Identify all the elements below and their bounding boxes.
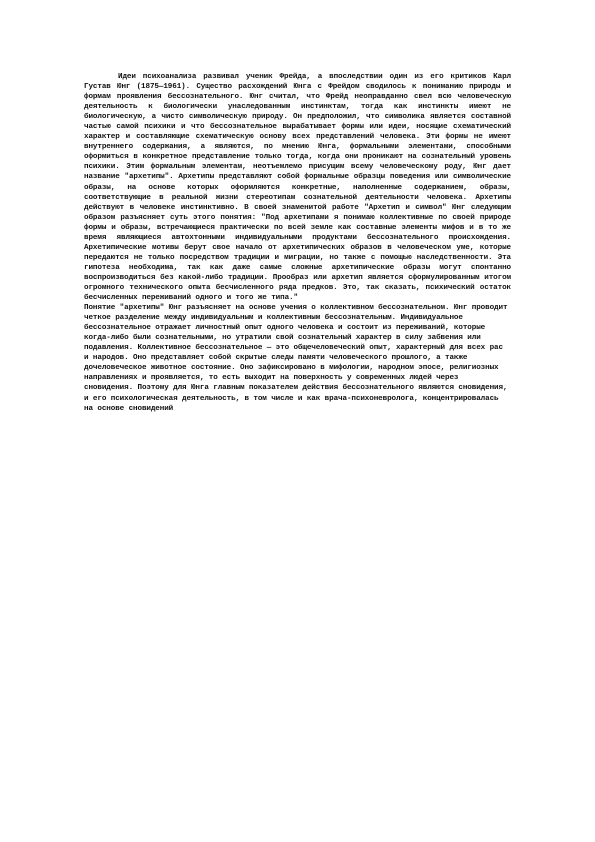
paragraph-jung-archetypes: Идеи психоанализа развивал ученик Фрейда, а впоследствии один из его критиков Карл Густав Юнг (1875—1961). Существо расхождений Юнга с Фрейдом сводилось к пониманию природы и формам проявления бессознательного. Юнг считал, что Фрейд неоправданно свел всю человеческую деятельность к биологически унаследованным инстинктам, тогда как инстинкты имеют не биологическую, а чисто символическую природу. Он предположил, что символика является составной частью самой психики и что бессознательное вырабатывает формы или идеи, носящие схематический характер и составляющие схематическую основу всех представлений человека. Эти формы не имеют внутреннего содержания, а являются, по мнению Юнга, формальными элементами, способными оформиться в конкретное представление только тогда, когда они проникают на сознательный уровень психики. Этим формальным элементам, неотъемлемо присущим всему человеческому роду, Юнг дает название "архетипы". Архетипы представляют собой формальные образцы поведения или символические образы, на основе которых оформляются конкретные, наполненные содержанием, образы, соответствующие в реальной жизни стереотипам сознательной деятельности человека. Архетипы действуют в человеке инстинктивно. В своей знаменитой работе "Архетип и символ" Юнг следующим образом разъясняет суть этого понятия: "Под архетипами я понимаю коллективные по своей природе формы и образы, встречающиеся практически по всей земле как составные элементы мифов и в то же время являющиеся автохтонными индивидуальными продуктами бессознательного происхождения. Архетипические мотивы берут свое начало от архетипических образов в человеческом уме, которые передаются не только посредством традиции и миграции, но также с помощью наследственности. Эта гипотеза необходима, так как даже самые сложные архетипические образы могут спонтанно воспроизводиться без какой-либо традиции. Прообраз или архетип является сформулированным итогом огромного технического опыта бесчисленного ряда предков. Это, так сказать, психический остаток бесчисленных переживаний одного и того же типа." (84, 73, 511, 303)
paragraph-collective-unconscious: Понятие "архетипы" Юнг разъясняет на основе учения о коллективном бессознательном. Юнг проводит четкое разделение между индивидуальным и коллективным бессознательным. Индивидуальное бессознательное отражает личностный опыт одного человека и состоит из переживаний, которые когда-либо были сознательными, но утратили свой сознательный характер в силу забвения или подавления. Коллективное бессознательное — это общечеловеческий опыт, характерный для всех рас и народов. Оно представляет собой скрытые следы памяти человеческого прошлого, а также дочеловеческое животное состояние. Оно зафиксировано в мифологии, народном эпосе, религиозных направлениях и проявляется, то есть выходит на поверхность у современных людей через сновидения. Поэтому для Юнга главным показателем действия бессознательного являются сновидения, и его психологическая деятельность, в том числе и как врача-психоневролога, концентрировалась на основе сновидений (84, 304, 508, 413)
